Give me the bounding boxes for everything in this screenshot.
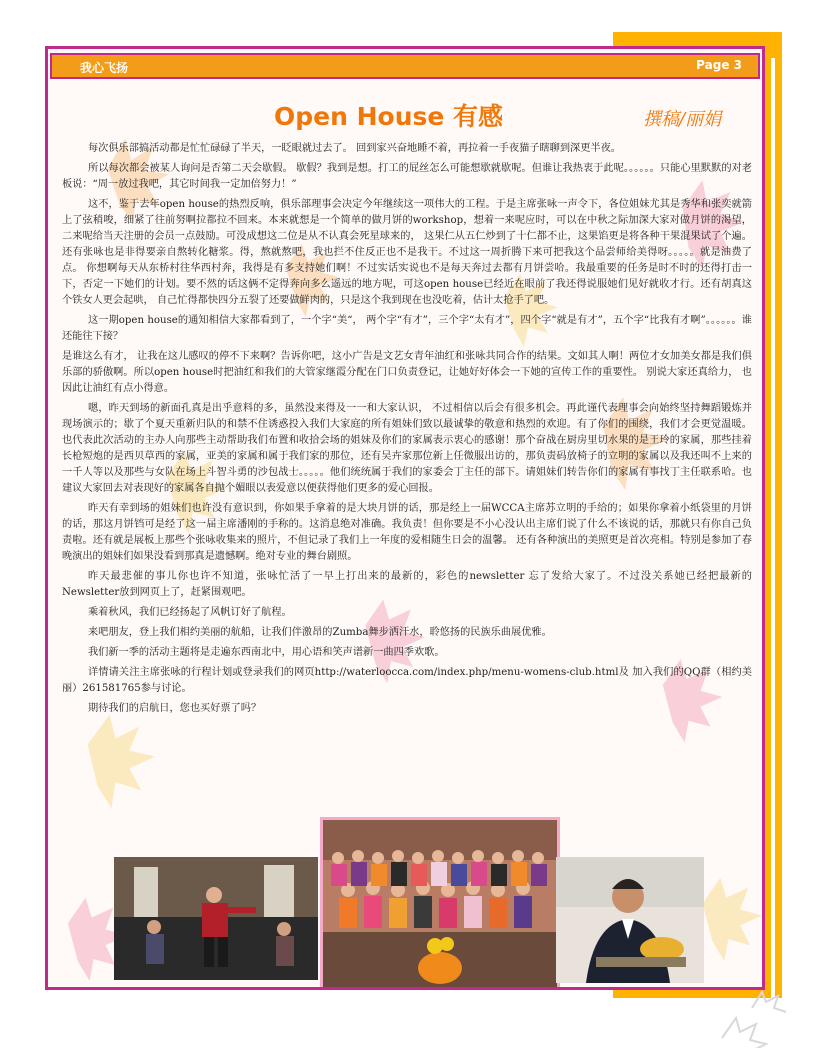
paragraph: 这不，鉴于去年open house的热烈反响，俱乐部理事会决定今年继续这一项伟大的工程。于是主席张咏一声令下，各位姐妹尤其是秀华和张奕就箭上了弦稍唆，细紧了往前努啊拉都拉不回来。本来就想是一个简单的做月饼的workshop，想着一来呢应时，可以在中秋之际加深大家对做月饼的渴望，二来呢给当天注册的会员一点鼓励。可没成想这二位是从不认真会死星球来的， 这果仁从五仁炒到了十仁都不止，这果馅更是将各种干果混果试了个遍。还有张咏也是非得要亲自熬转化糖浆。得，熬就熬吧，我也拦不住反正也不是我干。不过这一周折腾下来可把我这个品尝师给美得呀。。。。。就是油费了点。 你想啊每天从东桥村往华西村奔，我得是有多支持她们啊！不过实话实说也不是每天奔过去都有月饼尝哈。我最重要的任务是时不时的还得打击一下，否定一下她们的计划。要不然的话这俩不定得奔向多么遥远的地方呢，可这open house已经近在眼前了我还得说服她们见好就收才行。还有胡真这个铁女人更会起哄， 自己忙得都快四分五裂了还要做鲜肉的，只是这个我到现在也没吃着，估计太抢手了吧。	[62, 199, 752, 306]
photo-man-carving	[556, 857, 704, 983]
paragraph: 每次俱乐部搞活动都是忙忙碌碌了半天，一眨眼就过去了。 回到家兴奋地睡不着，再拉着一手夜猫子瞎聊到深更半夜。	[88, 143, 621, 154]
paragraph: 昨天最悲催的事儿你也许不知道，张咏忙活了一早上打出来的最新的，彩色的newsletter 忘了发给大家了。不过没关系她已经把最新的Newsletter放到网页上了，赶紧围观吧。	[62, 571, 752, 598]
article-title: Open House 有感	[274, 102, 504, 131]
paragraph: 来吧朋友，登上我们相约美丽的航船，让我们伴激昂的Zumba舞步洒汗水，聆悠扬的民族乐曲展优雅。	[88, 627, 552, 638]
paragraph: 期待我们的启航日，您也买好票了吗？	[88, 703, 262, 714]
article-body	[62, 141, 752, 721]
paragraph: 嗯，昨天到场的新面孔真是出乎意料的多，虽然没来得及一一和大家认识， 不过相信以后会有很多机会。再此谨代表理事会向始终坚持舞蹈锻炼并现场演示的；歇了个夏天重新归队的和禁不住诱惑投入我们大家庭的所有姐妹们致以最诚挚的敬意和热烈的欢迎。有了你们的围绕，我们才会更觉温暖。也代表此次活动的主办人向那些主动帮助我们布置和收拾会场的姐妹及你们的家属表示衷心的感谢！那个奋战在厨房里切水果的是王玲的家属，那些挂着长枪短炮的是西贝草西的家属，亚美的家属和属于我们家的那位，还有吴卉家那位新上任微服出访的，那负责码放椅子的立明的家属以及我还叫不上来的一千人等以及那些与女队在场上斗智斗勇的沙包战士。。。。。他们统统属于我们的家委会丁主任的部下。请姐妹们转告你们的家属有事找丁主任联系哈。也建议大家回去对表现好的家属各自抛个媚眼以表爱意以便获得他们更多的爱心回报。	[62, 403, 752, 494]
header-bar	[50, 53, 760, 79]
paragraph: 我们新一季的活动主题将是走遍东西南北中，用心语和笑声谱新一曲四季欢歌。	[88, 647, 445, 658]
orange-panel-stripe	[771, 58, 775, 998]
paragraph: 乘着秋风，我们已经扬起了风帆订好了航程。	[88, 607, 292, 618]
page-frame	[45, 46, 765, 990]
paragraph: 这一期open house的通知相信大家都看到了，一个字“美“， 两个字“有才”，三个字“太有才”，四个字“就是有才”，五个字“比我有才啊”。。。。。。谁还能往下接？	[62, 315, 752, 342]
paragraph: 昨天有幸到场的姐妹们也许没有意识到，你如果手拿着的是大块月饼的话，那是经上一届WCCA主席苏立明的手给的；如果你拿着小纸袋里的月饼的话，那这月饼铛可是经了这一届主席潘刚的手称的。这消息绝对准确。我负责！但你要是不小心没认出主席们说了什么不该说的话，那就只有你自己负责啦。还有就是展板上那些个张咏收集来的照片，不但记录了我们上一年度的爱相随生日会的温馨。 还有各种演出的美照更是首次亮相。特别是参加了春晚演出的姐妹们如果没看到那真是遗憾啊。绝对专业的舞台剧照。	[62, 503, 752, 562]
photo-dance-demo	[114, 857, 318, 980]
paragraph: 是谁这么有才， 让我在这儿感叹的停不下来啊？告诉你吧，这小广告是文艺女青年油红和张咏共同合作的结果。文如其人啊！两位才女加美女都是我们俱乐部的骄傲啊。所以open house时把油红和我们的大管家继霞分配在门口负责登记，让她好好体会一下她的宣传工作的重要性。 别说大家还真给力， 也因此让油红有点小得意。	[62, 351, 752, 394]
section-title: 我心飞扬	[80, 61, 129, 75]
page-number: Page 3	[696, 58, 742, 72]
photo-group	[320, 817, 560, 990]
corner-leaf-decoration	[712, 968, 802, 1048]
article-author: 撰稿/丽娟	[643, 109, 722, 130]
paragraph: 详情请关注主席张咏的行程计划或登录我们的网页http://waterloocca.com/index.php/menu-womens-club.html及 加入我们的QQ群（相约美丽）261581765参与讨论。	[62, 667, 752, 694]
paragraph: 所以每次都会被某人询问是否第二天会歇假。 歇假？我到是想。打工的屁丝怎么可能想歇就歇呢。但谁让我热衷于此呢。。。。。。只能心里默默的对老板说：“周一放过我吧，其它时间我一定加倍努力！”	[62, 163, 752, 190]
